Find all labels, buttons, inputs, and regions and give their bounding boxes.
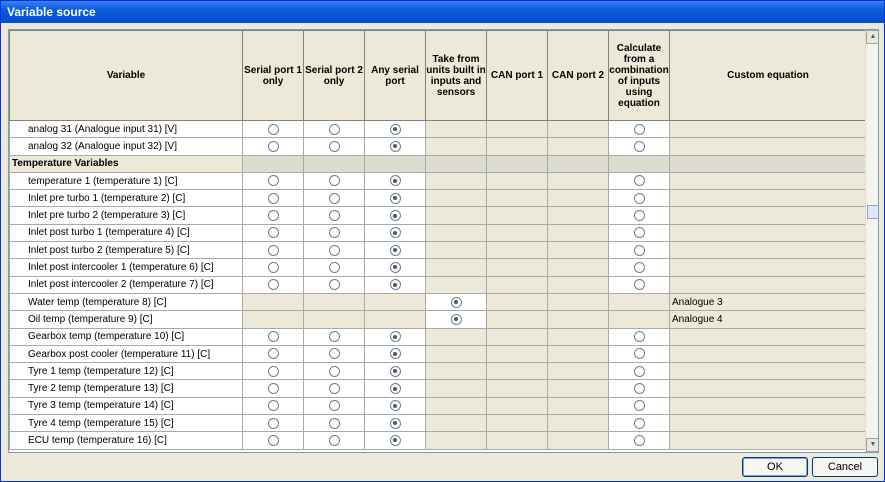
radio-any[interactable] [390, 279, 401, 290]
custom-equation-cell[interactable] [670, 432, 867, 449]
variable-label: Gearbox post cooler (temperature 11) [C] [10, 345, 243, 362]
cell-s1 [243, 432, 304, 449]
cell-s2 [304, 363, 365, 380]
col-can-port-2: CAN port 2 [548, 31, 609, 121]
cell-any [365, 380, 426, 397]
radio-s2[interactable] [329, 175, 340, 186]
cell-can2 [548, 311, 609, 328]
table-row [10, 380, 867, 397]
cell-can2 [548, 363, 609, 380]
radio-calc[interactable] [634, 245, 645, 256]
cell-any [365, 328, 426, 345]
table-row [10, 224, 867, 241]
variable-label: Inlet post intercooler 1 (temperature 6) [C] [10, 259, 243, 276]
custom-equation-cell[interactable]: Analogue 3 [670, 293, 867, 310]
radio-any[interactable] [390, 262, 401, 273]
variable-label: Tyre 1 temp (temperature 12) [C] [10, 363, 243, 380]
cell-can2 [548, 259, 609, 276]
section-cell [365, 155, 426, 172]
cell-any [365, 172, 426, 189]
variable-label: Gearbox temp (temperature 10) [C] [10, 328, 243, 345]
cell-s2 [304, 172, 365, 189]
radio-builtin[interactable] [451, 297, 462, 308]
cell-can1 [487, 207, 548, 224]
cell-any [365, 207, 426, 224]
custom-equation-cell[interactable] [670, 397, 867, 414]
cell-can1 [487, 397, 548, 414]
table-row [10, 259, 867, 276]
radio-calc[interactable] [634, 331, 645, 342]
radio-any[interactable] [390, 331, 401, 342]
custom-equation-cell[interactable] [670, 172, 867, 189]
col-custom-equation: Custom equation [670, 31, 867, 121]
cell-can2 [548, 207, 609, 224]
variable-label: Tyre 2 temp (temperature 13) [C] [10, 380, 243, 397]
col-serial-port-1: Serial port 1 only [243, 31, 304, 121]
cell-can2 [548, 224, 609, 241]
cell-s1 [243, 190, 304, 207]
radio-calc[interactable] [634, 383, 645, 394]
table-row [10, 363, 867, 380]
radio-any[interactable] [390, 366, 401, 377]
variable-label: Water temp (temperature 8) [C] [10, 293, 243, 310]
radio-s2[interactable] [329, 262, 340, 273]
cell-s1 [243, 363, 304, 380]
cell-builtin [426, 242, 487, 259]
radio-calc[interactable] [634, 400, 645, 411]
table-row [10, 190, 867, 207]
cell-can2 [548, 121, 609, 138]
radio-any[interactable] [390, 245, 401, 256]
cell-s2 [304, 415, 365, 432]
cell-s2 [304, 190, 365, 207]
cell-s1 [243, 172, 304, 189]
radio-s2[interactable] [329, 383, 340, 394]
cell-s2 [304, 207, 365, 224]
radio-s1[interactable] [268, 348, 279, 359]
custom-equation-cell[interactable] [670, 363, 867, 380]
cell-calc [609, 224, 670, 241]
section-cell [548, 155, 609, 172]
table-row [10, 397, 867, 414]
radio-s1[interactable] [268, 193, 279, 204]
cell-calc [609, 397, 670, 414]
cell-s2 [304, 276, 365, 293]
arrow-up-icon[interactable]: ▲ [866, 30, 879, 44]
cell-s2 [304, 345, 365, 362]
custom-equation-cell[interactable] [670, 224, 867, 241]
radio-any[interactable] [390, 141, 401, 152]
table-row [10, 207, 867, 224]
custom-equation-cell[interactable] [670, 207, 867, 224]
table-row [10, 293, 867, 310]
col-can-port-1: CAN port 1 [487, 31, 548, 121]
variable-table [9, 30, 867, 450]
cell-s1 [243, 224, 304, 241]
variable-label: Oil temp (temperature 9) [C] [10, 311, 243, 328]
cell-can1 [487, 138, 548, 155]
cell-can2 [548, 138, 609, 155]
cell-can2 [548, 172, 609, 189]
cell-can1 [487, 380, 548, 397]
arrow-down-icon[interactable]: ▼ [866, 438, 879, 452]
cell-calc [609, 415, 670, 432]
cell-can1 [487, 293, 548, 310]
radio-s2[interactable] [329, 400, 340, 411]
radio-s1[interactable] [268, 366, 279, 377]
cell-calc [609, 380, 670, 397]
cell-can2 [548, 380, 609, 397]
section-cell [670, 155, 867, 172]
cell-any [365, 293, 426, 310]
cell-builtin [426, 190, 487, 207]
cell-calc [609, 363, 670, 380]
cell-builtin [426, 293, 487, 310]
cell-s1 [243, 121, 304, 138]
col-any-serial-port: Any serial port [365, 31, 426, 121]
cell-any [365, 345, 426, 362]
table-row [10, 242, 867, 259]
cell-calc [609, 328, 670, 345]
cell-can1 [487, 224, 548, 241]
custom-equation-cell[interactable] [670, 138, 867, 155]
radio-calc[interactable] [634, 141, 645, 152]
radio-any[interactable] [390, 435, 401, 446]
radio-any[interactable] [390, 348, 401, 359]
cell-builtin [426, 432, 487, 449]
col-variable: Variable [10, 31, 243, 121]
cell-s1 [243, 397, 304, 414]
radio-s2[interactable] [329, 141, 340, 152]
cell-calc [609, 311, 670, 328]
cell-can2 [548, 415, 609, 432]
cell-calc [609, 121, 670, 138]
radio-s1[interactable] [268, 124, 279, 135]
radio-s2[interactable] [329, 348, 340, 359]
cell-any [365, 397, 426, 414]
radio-s1[interactable] [268, 210, 279, 221]
cell-builtin [426, 397, 487, 414]
cell-builtin [426, 276, 487, 293]
radio-s1[interactable] [268, 435, 279, 446]
cell-can2 [548, 328, 609, 345]
radio-calc[interactable] [634, 193, 645, 204]
cell-can2 [548, 276, 609, 293]
cell-builtin [426, 224, 487, 241]
cell-builtin [426, 345, 487, 362]
cell-s2 [304, 259, 365, 276]
radio-s2[interactable] [329, 366, 340, 377]
cell-s1 [243, 415, 304, 432]
table-row [10, 138, 867, 155]
cell-s1 [243, 276, 304, 293]
radio-s2[interactable] [329, 124, 340, 135]
col-serial-port-2: Serial port 2 only [304, 31, 365, 121]
custom-equation-cell[interactable] [670, 345, 867, 362]
cell-can2 [548, 345, 609, 362]
radio-s1[interactable] [268, 331, 279, 342]
cell-s1 [243, 293, 304, 310]
variable-label: Tyre 4 temp (temperature 15) [C] [10, 415, 243, 432]
cell-can1 [487, 415, 548, 432]
radio-s1[interactable] [268, 400, 279, 411]
cell-any [365, 432, 426, 449]
cell-s2 [304, 293, 365, 310]
radio-s1[interactable] [268, 227, 279, 238]
variable-label: analog 32 (Analogue input 32) [V] [10, 138, 243, 155]
cell-calc [609, 138, 670, 155]
cell-any [365, 224, 426, 241]
cell-any [365, 276, 426, 293]
radio-s2[interactable] [329, 227, 340, 238]
variable-label: Inlet pre turbo 1 (temperature 2) [C] [10, 190, 243, 207]
cell-s2 [304, 121, 365, 138]
radio-s1[interactable] [268, 175, 279, 186]
cell-can2 [548, 293, 609, 310]
section-row [10, 155, 867, 172]
radio-s2[interactable] [329, 210, 340, 221]
variable-label: Inlet post turbo 1 (temperature 4) [C] [10, 224, 243, 241]
radio-s2[interactable] [329, 435, 340, 446]
window-title: Variable source [1, 1, 884, 23]
cell-builtin [426, 380, 487, 397]
radio-s1[interactable] [268, 418, 279, 429]
cell-can1 [487, 345, 548, 362]
cell-can1 [487, 190, 548, 207]
cell-any [365, 415, 426, 432]
radio-any[interactable] [390, 383, 401, 394]
radio-s2[interactable] [329, 418, 340, 429]
radio-calc[interactable] [634, 279, 645, 290]
cell-calc [609, 276, 670, 293]
table-row [10, 172, 867, 189]
section-cell [609, 155, 670, 172]
cell-builtin [426, 121, 487, 138]
header-row [10, 31, 867, 121]
cell-builtin [426, 311, 487, 328]
section-cell [243, 155, 304, 172]
cell-calc [609, 190, 670, 207]
cancel-button[interactable]: Cancel [812, 457, 878, 477]
cell-builtin [426, 415, 487, 432]
section-cell [304, 155, 365, 172]
cell-s2 [304, 242, 365, 259]
radio-builtin[interactable] [451, 314, 462, 325]
custom-equation-cell[interactable] [670, 380, 867, 397]
cell-any [365, 138, 426, 155]
radio-s2[interactable] [329, 331, 340, 342]
radio-s2[interactable] [329, 193, 340, 204]
radio-any[interactable] [390, 193, 401, 204]
ok-button[interactable]: OK [742, 457, 808, 477]
cell-builtin [426, 207, 487, 224]
cell-s1 [243, 311, 304, 328]
cell-any [365, 363, 426, 380]
radio-any[interactable] [390, 210, 401, 221]
cell-s1 [243, 242, 304, 259]
table-row [10, 276, 867, 293]
cell-calc [609, 207, 670, 224]
vertical-scrollbar[interactable] [865, 30, 879, 452]
cell-any [365, 259, 426, 276]
radio-s2[interactable] [329, 279, 340, 290]
custom-equation-cell[interactable] [670, 259, 867, 276]
radio-s1[interactable] [268, 245, 279, 256]
cell-s1 [243, 380, 304, 397]
cell-can1 [487, 276, 548, 293]
radio-s2[interactable] [329, 245, 340, 256]
section-cell [426, 155, 487, 172]
table-row [10, 121, 867, 138]
cell-s2 [304, 138, 365, 155]
variable-label: Inlet post intercooler 2 (temperature 7) [C] [10, 276, 243, 293]
cell-builtin [426, 259, 487, 276]
cell-any [365, 242, 426, 259]
cell-can1 [487, 363, 548, 380]
section-cell [487, 155, 548, 172]
radio-calc[interactable] [634, 348, 645, 359]
cell-can1 [487, 121, 548, 138]
table-row [10, 345, 867, 362]
cell-calc [609, 293, 670, 310]
cell-any [365, 311, 426, 328]
cell-can1 [487, 311, 548, 328]
cell-can1 [487, 242, 548, 259]
cell-can2 [548, 190, 609, 207]
cell-builtin [426, 363, 487, 380]
col-calculate-equation: Calculate from a combination of inputs using equation [609, 31, 670, 121]
variable-label: Inlet pre turbo 2 (temperature 3) [C] [10, 207, 243, 224]
radio-any[interactable] [390, 175, 401, 186]
cell-s1 [243, 259, 304, 276]
cell-can2 [548, 242, 609, 259]
custom-equation-cell[interactable] [670, 415, 867, 432]
custom-equation-cell[interactable]: Analogue 4 [670, 311, 867, 328]
cell-s2 [304, 311, 365, 328]
radio-calc[interactable] [634, 210, 645, 221]
cell-s1 [243, 207, 304, 224]
cell-can2 [548, 397, 609, 414]
radio-s1[interactable] [268, 262, 279, 273]
variable-label: analog 31 (Analogue input 31) [V] [10, 121, 243, 138]
cell-s1 [243, 328, 304, 345]
radio-calc[interactable] [634, 366, 645, 377]
cell-s2 [304, 397, 365, 414]
cell-calc [609, 345, 670, 362]
cell-s2 [304, 432, 365, 449]
cell-builtin [426, 172, 487, 189]
cell-can2 [548, 432, 609, 449]
custom-equation-cell[interactable] [670, 242, 867, 259]
radio-any[interactable] [390, 227, 401, 238]
radio-calc[interactable] [634, 262, 645, 273]
radio-calc[interactable] [634, 175, 645, 186]
cell-calc [609, 259, 670, 276]
cell-can1 [487, 259, 548, 276]
custom-equation-cell[interactable] [670, 328, 867, 345]
scroll-thumb[interactable] [867, 205, 879, 219]
radio-any[interactable] [390, 400, 401, 411]
variable-label: Tyre 3 temp (temperature 14) [C] [10, 397, 243, 414]
cell-any [365, 121, 426, 138]
custom-equation-cell[interactable] [670, 190, 867, 207]
radio-calc[interactable] [634, 435, 645, 446]
table-row [10, 311, 867, 328]
radio-any[interactable] [390, 124, 401, 135]
cell-s1 [243, 345, 304, 362]
cell-can1 [487, 328, 548, 345]
radio-calc[interactable] [634, 124, 645, 135]
cell-calc [609, 242, 670, 259]
cell-s2 [304, 328, 365, 345]
table-row [10, 432, 867, 449]
table-row [10, 415, 867, 432]
custom-equation-cell[interactable] [670, 121, 867, 138]
radio-calc[interactable] [634, 418, 645, 429]
radio-any[interactable] [390, 418, 401, 429]
variable-label: temperature 1 (temperature 1) [C] [10, 172, 243, 189]
radio-s1[interactable] [268, 383, 279, 394]
col-built-in-inputs: Take from units built in inputs and sensors [426, 31, 487, 121]
table-row [10, 328, 867, 345]
cell-any [365, 190, 426, 207]
radio-s1[interactable] [268, 279, 279, 290]
radio-calc[interactable] [634, 227, 645, 238]
cell-can1 [487, 432, 548, 449]
cell-s1 [243, 138, 304, 155]
cell-calc [609, 432, 670, 449]
variable-label: Inlet post turbo 2 (temperature 5) [C] [10, 242, 243, 259]
radio-s1[interactable] [268, 141, 279, 152]
cell-s2 [304, 380, 365, 397]
variable-grid [8, 29, 879, 453]
custom-equation-cell[interactable] [670, 276, 867, 293]
cell-can1 [487, 172, 548, 189]
section-label: Temperature Variables [10, 155, 243, 172]
cell-builtin [426, 328, 487, 345]
cell-builtin [426, 138, 487, 155]
cell-s2 [304, 224, 365, 241]
variable-label: ECU temp (temperature 16) [C] [10, 432, 243, 449]
cell-calc [609, 172, 670, 189]
